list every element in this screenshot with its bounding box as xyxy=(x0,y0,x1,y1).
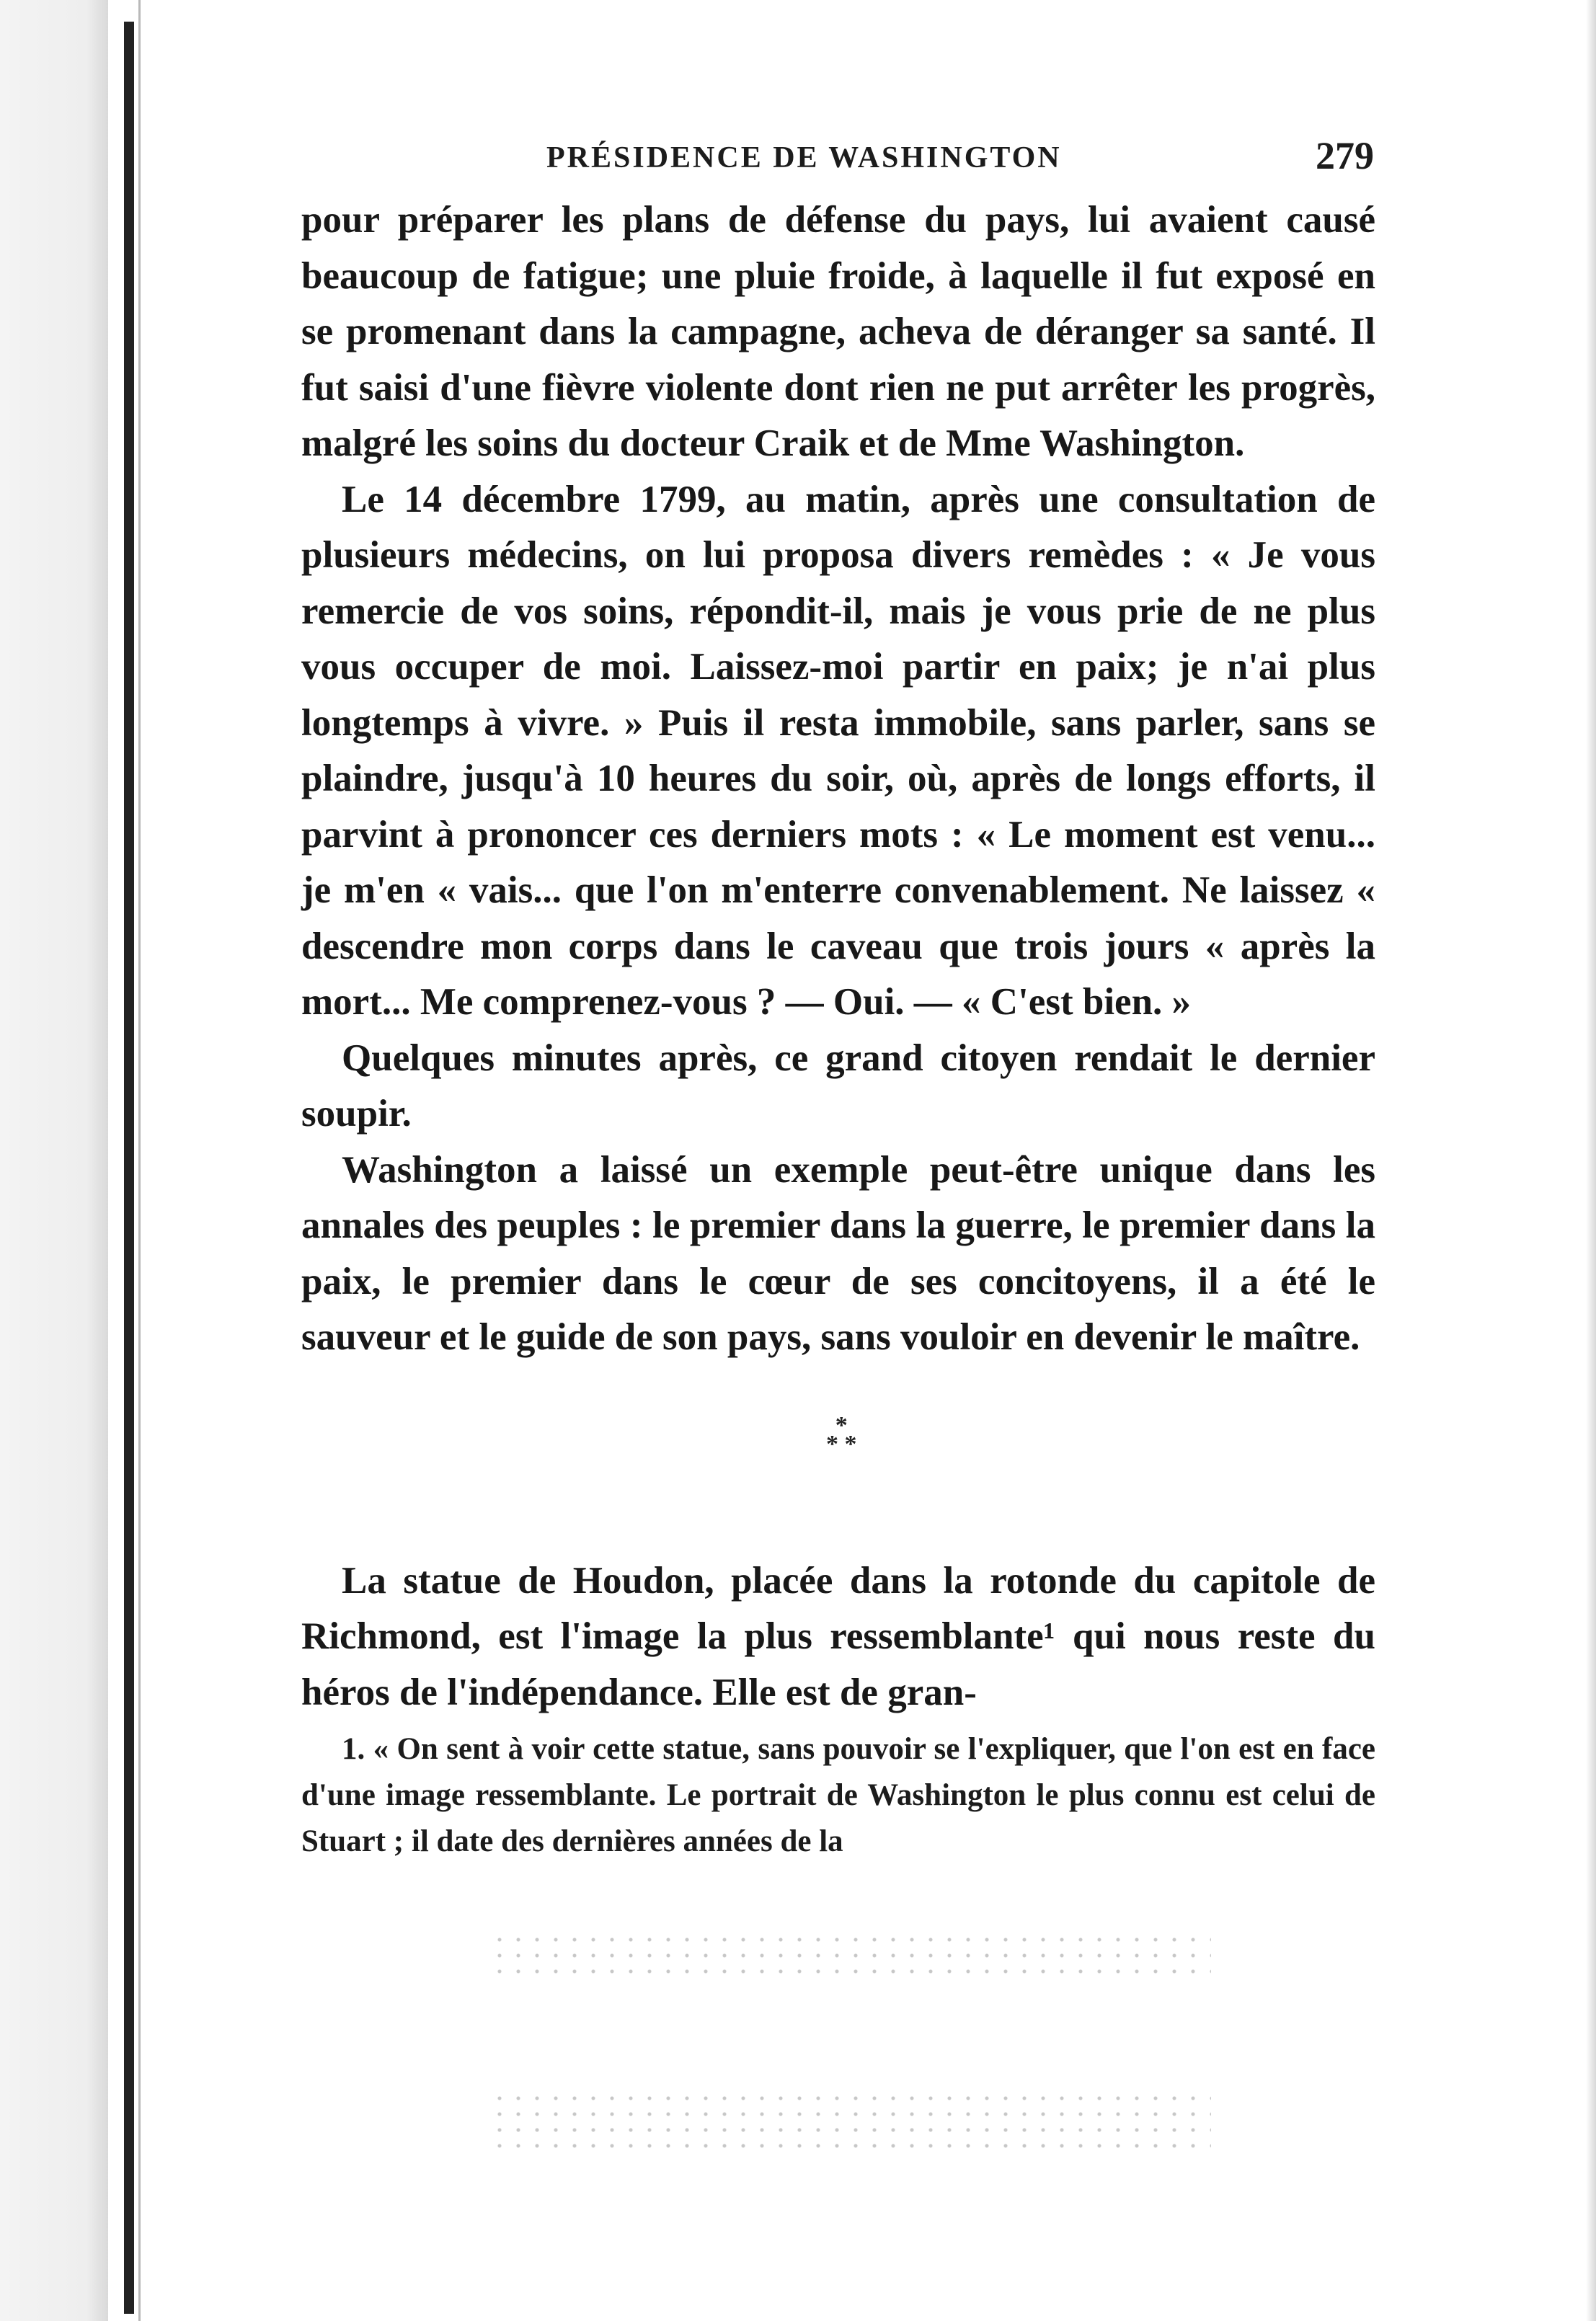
page-number: 279 xyxy=(1316,134,1374,177)
footnote-text: 1. « On sent à voir cette statue, sans pouvoir se l'expliquer, que l'on est en face d'une image ressemblante. Le portrait de Washington le plus connu est celui de Stuart ; il date des dernières années de la xyxy=(301,1732,1375,1858)
footnote xyxy=(301,1726,1375,1865)
page-right-edge xyxy=(1586,0,1596,2321)
asterism: * * * xyxy=(826,1411,857,1457)
body-text xyxy=(301,192,1375,1721)
page-binding-shadow xyxy=(0,0,108,2321)
paragraph-3: Quelques minutes après, ce grand citoyen rendait le dernier soupir. xyxy=(301,1037,1375,1135)
asterism-divider xyxy=(301,1411,1375,1553)
paragraph-4: Washington a laissé un exemple peut-être unique dans les annales des peuples : le premier dans la guerre, le premier dans la paix, le premier dans le cœur de ses concitoyens, il a été le sauveur et le guide de son pays, sans vouloir en devenir le maître. xyxy=(301,1148,1375,1358)
paragraph-2: Le 14 décembre 1799, au matin, après une consultation de plusieurs médecins, on lui proposa divers remèdes : « Je vous remercie de vos soins, répondit-il, mais je vous prie de ne plus vous occuper de moi. Laissez-moi partir en paix; je n'ai plus longtemps à vivre. » Puis il resta immobile, sans parler, sans se plaindre, jusqu'à 10 heures du soir, où, après de longs efforts, il parvint à prononcer ces derniers mots : « Le moment est venu... je m'en « vais... que l'on m'enterre convenablement. Ne laissez « descendre mon corps dans le caveau que trois jours « après la mort... Me comprenez-vous ? — Oui. — « C'est bien. » xyxy=(301,478,1375,1023)
print-bleed-noise xyxy=(490,2090,1211,2155)
running-title: PRÉSIDENCE DE WASHINGTON xyxy=(546,141,1062,174)
paragraph-5: La statue de Houdon, placée dans la rotonde du capitole de Richmond, est l'image la plus ressemblante¹ qui nous reste du héros de l'indépendance. Elle est de gran- xyxy=(301,1559,1375,1713)
section-gap xyxy=(301,1366,1375,1416)
print-bleed-noise xyxy=(490,1932,1211,1975)
binding-rule xyxy=(124,22,134,2314)
paragraph-1: pour préparer les plans de défense du pays, lui avaient causé beaucoup de fatigue; une pluie froide, à laquelle il fut exposé en se promenant dans la campagne, acheva de déranger sa santé. Il fut saisi d'une fièvre violente dont rien ne put arrêter les progrès, malgré les soins du docteur Craik et de Mme Washington. xyxy=(301,199,1375,464)
running-head xyxy=(301,133,1375,184)
binding-edge xyxy=(138,0,141,2321)
book-page xyxy=(301,133,1375,1865)
